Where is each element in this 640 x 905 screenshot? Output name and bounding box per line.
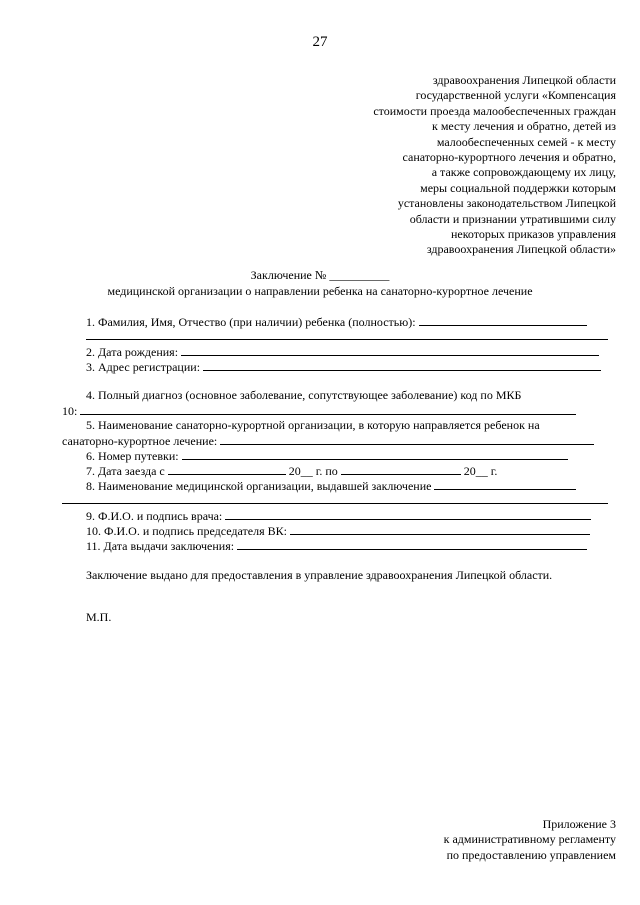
field-sanatorium-label-2: санаторно-курортное лечение: [62, 434, 218, 448]
field-arrival-date-row [86, 463, 497, 479]
header-line: к месту лечения и обратно, детей из [432, 119, 616, 134]
field-doctor-row [86, 508, 591, 524]
header-line: некоторых приказов управления [450, 227, 616, 242]
page-number: 27 [312, 34, 328, 50]
field-issue-date-blank[interactable] [237, 538, 587, 550]
field-issuer-label: 8. Наименование медицинской организации, выдавшей заключение [86, 479, 432, 493]
regulation-header [200, 73, 616, 258]
field-issuer-row [86, 478, 576, 494]
field-sanatorium-row [86, 418, 608, 433]
field-child-name-row [86, 314, 587, 330]
field-diagnosis-row-2 [62, 403, 576, 419]
appendix-title: Приложение 3 [542, 817, 616, 831]
field-arrival-year-label: 20__ г. по [288, 464, 338, 478]
field-arrival-year-label-2: 20__ г. [463, 464, 498, 478]
header-line: здравоохранения Липецкой области [432, 73, 616, 87]
field-doctor-signature-blank[interactable] [225, 508, 591, 520]
appendix-line: по предоставлению управлением [446, 847, 616, 862]
field-birth-date-row [86, 344, 599, 360]
header-line: а также сопровождающему их лицу, [431, 165, 616, 180]
field-voucher-row [86, 448, 568, 464]
field-child-name-blank-2[interactable] [86, 339, 608, 340]
field-address-blank[interactable] [203, 359, 601, 371]
header-line: области и признании утратившими силу [409, 211, 616, 226]
field-doctor-label: 9. Ф.И.О. и подпись врача: [86, 509, 223, 523]
field-issuer-blank-2[interactable] [62, 503, 608, 504]
field-diagnosis-row [86, 388, 608, 403]
field-child-name-label: 1. Фамилия, Имя, Отчество (при наличии) ребенка (полностью): [86, 315, 416, 329]
header-line: меры социальной поддержки которым [420, 180, 616, 195]
form-subtitle: медицинской организации о направлении ребенка на санаторно-курортное лечение [107, 284, 533, 298]
form-title: Заключение № __________ [250, 268, 390, 282]
appendix-header [200, 817, 616, 863]
field-sanatorium-label: 5. Наименование санаторно-курортной организации, в которую направляется ребенок на [86, 418, 540, 432]
field-sanatorium-blank[interactable] [220, 433, 594, 445]
field-sanatorium-row-2 [62, 433, 594, 449]
field-address-label: 3. Адрес регистрации: [86, 360, 201, 374]
header-line: установлены законодательством Липецкой [397, 196, 616, 211]
header-line: малообеспеченных семей - к месту [436, 134, 616, 149]
field-commission-chair-row [86, 523, 590, 539]
field-commission-chair-label: 10. Ф.И.О. и подпись председателя ВК: [86, 524, 287, 538]
issued-note: Заключение выдано для предоставления в управление здравоохранения Липецкой области. [86, 568, 553, 582]
header-line: здравоохранения Липецкой области» [426, 242, 616, 257]
field-issuer-blank[interactable] [434, 478, 576, 490]
appendix-line: к административному регламенту [443, 832, 616, 847]
stamp-label: М.П. [86, 610, 112, 624]
field-address-row [86, 359, 601, 375]
field-diagnosis-blank[interactable] [80, 403, 576, 415]
field-issue-date-label: 11. Дата выдачи заключения: [86, 539, 235, 553]
field-arrival-from-label: 7. Дата заезда с [86, 464, 165, 478]
header-line: стоимости проезда малообеспеченных граждан [373, 103, 616, 118]
field-arrival-from-blank[interactable] [168, 463, 286, 475]
field-child-name-blank[interactable] [419, 314, 587, 326]
field-diagnosis-code-label: 10: [62, 404, 78, 418]
field-diagnosis-label: 4. Полный диагноз (основное заболевание, сопутствующее заболевание) код по МКБ [86, 388, 522, 402]
field-arrival-to-blank[interactable] [341, 463, 461, 475]
field-birth-date-blank[interactable] [181, 344, 599, 356]
field-birth-date-label: 2. Дата рождения: [86, 345, 179, 359]
header-line: государственной услуги «Компенсация [415, 88, 616, 103]
field-voucher-blank[interactable] [182, 448, 568, 460]
header-line: санаторно-курортного лечения и обратно, [402, 150, 616, 165]
field-issue-date-row [86, 538, 587, 554]
field-voucher-label: 6. Номер путевки: [86, 449, 179, 463]
field-commission-chair-blank[interactable] [290, 523, 590, 535]
